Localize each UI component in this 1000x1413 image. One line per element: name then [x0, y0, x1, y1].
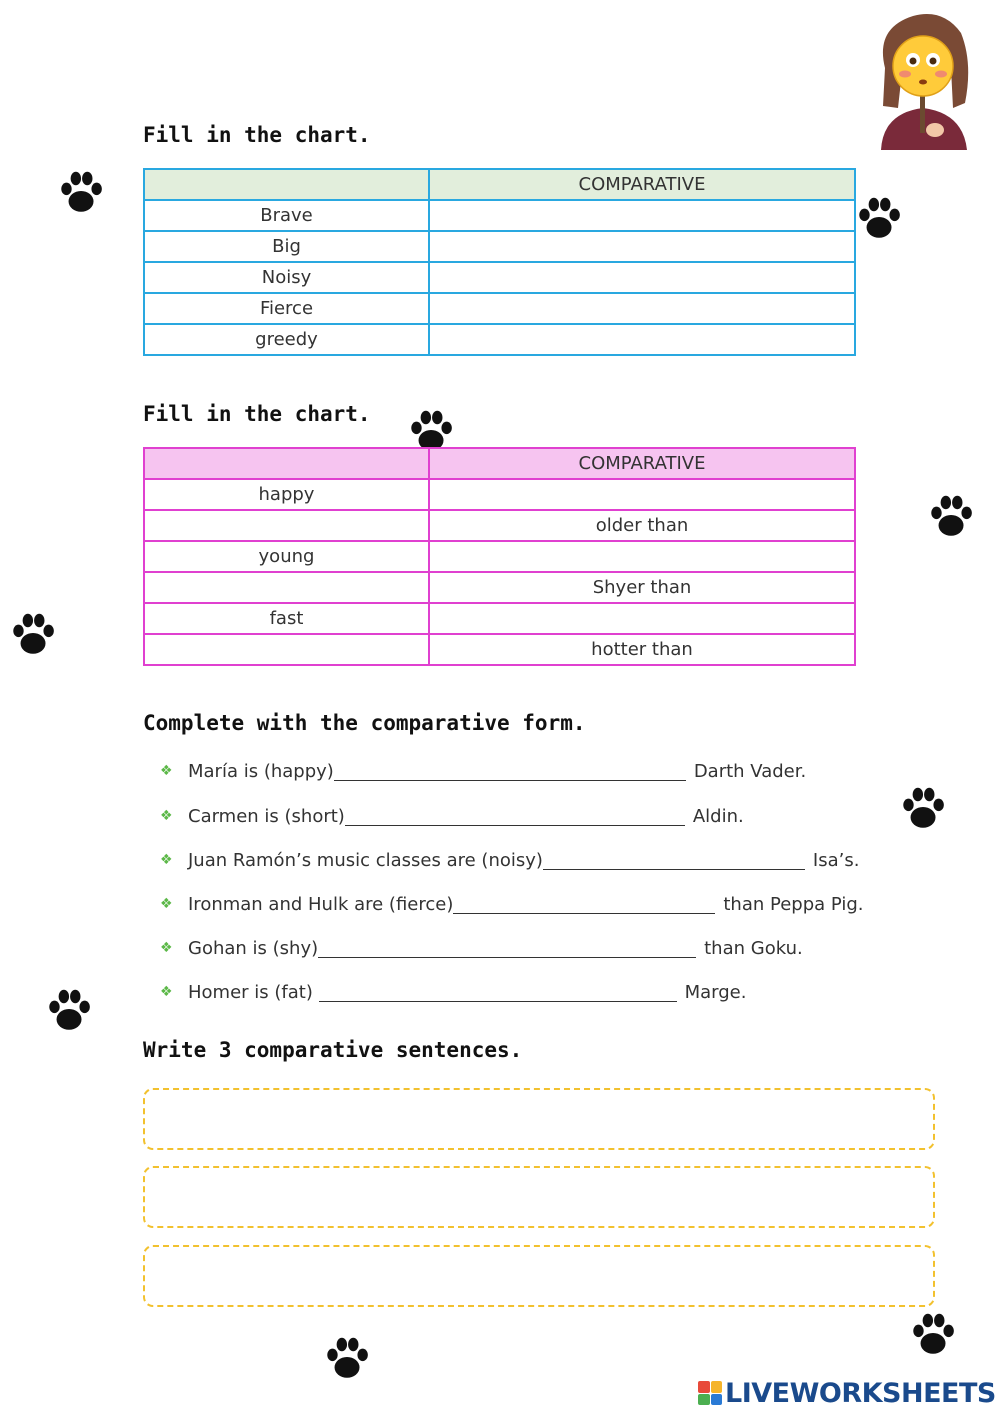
paw-print-icon — [924, 490, 976, 542]
chart2-row — [144, 510, 855, 541]
chart2-adjective-cell: happy — [144, 479, 429, 510]
chart1-answer-cell[interactable] — [429, 262, 855, 293]
diamond-bullet-icon: ❖ — [160, 763, 173, 779]
sentence-writing-box[interactable] — [143, 1245, 935, 1307]
chart2-row — [144, 541, 855, 572]
answer-blank[interactable] — [319, 981, 677, 1002]
chart2-answer-cell[interactable] — [144, 510, 429, 541]
sentence-before: Juan Ramón’s music classes are (noisy) — [188, 850, 543, 871]
paw-print-icon — [896, 782, 948, 834]
sentence-before: Carmen is (short) — [188, 806, 345, 827]
sentence-after: Isa’s. — [812, 850, 860, 871]
chart1-row — [144, 324, 855, 355]
chart1-adjective-cell: Fierce — [144, 293, 429, 324]
chart1-adjective-cell: greedy — [144, 324, 429, 355]
sentence-after: Aldin. — [692, 806, 744, 827]
paw-print-icon — [906, 1308, 958, 1360]
diamond-bullet-icon: ❖ — [160, 896, 173, 912]
chart1-heading: Fill in the chart. — [143, 123, 371, 147]
sentence-writing-box[interactable] — [143, 1166, 935, 1228]
chart1-row — [144, 231, 855, 262]
answer-blank[interactable] — [318, 937, 696, 958]
chart1-answer-cell[interactable] — [429, 200, 855, 231]
chart1-row — [144, 293, 855, 324]
chart1-header-row — [144, 169, 855, 200]
girl-avatar-icon — [873, 8, 973, 150]
diamond-bullet-icon: ❖ — [160, 852, 173, 868]
answer-blank[interactable] — [345, 805, 685, 826]
liveworksheets-logo — [698, 1376, 996, 1410]
sentence-before: Homer is (fat) — [188, 982, 319, 1003]
chart1-answer-cell[interactable] — [429, 293, 855, 324]
chart1-adjective-cell: Big — [144, 231, 429, 262]
sentence-item — [160, 934, 803, 962]
chart2-row — [144, 479, 855, 510]
diamond-bullet-icon: ❖ — [160, 808, 173, 824]
chart2-comparative-cell: Shyer than — [429, 572, 855, 603]
paw-print-icon — [42, 984, 94, 1036]
liveworksheets-logo-icon — [698, 1381, 722, 1405]
sentence-before: Ironman and Hulk are (fierce) — [188, 894, 454, 915]
sentence-after: Darth Vader. — [693, 761, 807, 782]
chart1-answer-cell[interactable] — [429, 324, 855, 355]
sentence-before: Gohan is (shy) — [188, 938, 319, 959]
sentence-item — [160, 757, 806, 785]
sentence-item — [160, 846, 859, 874]
sentence-item — [160, 802, 744, 830]
paw-print-icon — [6, 608, 58, 660]
sentence-writing-box[interactable] — [143, 1088, 935, 1150]
diamond-bullet-icon: ❖ — [160, 984, 173, 1000]
logo-text: LIVEWORKSHEETS — [725, 1377, 996, 1409]
chart2-adjective-cell: fast — [144, 603, 429, 634]
sentence-item — [160, 978, 746, 1006]
chart2-answer-cell[interactable] — [429, 541, 855, 572]
chart1-adjective-cell: Noisy — [144, 262, 429, 293]
chart2-answer-cell[interactable] — [429, 603, 855, 634]
chart1-header-adjective — [144, 169, 429, 200]
sentence-after: than Goku. — [704, 938, 803, 959]
write-heading: Write 3 comparative sentences. — [143, 1038, 523, 1062]
answer-blank[interactable] — [543, 849, 805, 870]
chart2-row — [144, 572, 855, 603]
chart2-answer-cell[interactable] — [144, 634, 429, 665]
diamond-bullet-icon: ❖ — [160, 940, 173, 956]
paw-print-icon — [54, 166, 106, 218]
complete-heading: Complete with the comparative form. — [143, 711, 586, 735]
chart1-answer-cell[interactable] — [429, 231, 855, 262]
chart1-header-comparative: COMPARATIVE — [429, 169, 855, 200]
chart2-adjective-cell: young — [144, 541, 429, 572]
sentence-before: María is (happy) — [188, 761, 334, 782]
chart2-comparative-cell: older than — [429, 510, 855, 541]
chart1-adjective-cell: Brave — [144, 200, 429, 231]
paw-print-icon — [320, 1332, 372, 1384]
answer-blank[interactable] — [453, 893, 715, 914]
sentence-after: Marge. — [684, 982, 747, 1003]
chart2-row — [144, 634, 855, 665]
comparative-chart-1 — [143, 168, 856, 356]
chart2-row — [144, 603, 855, 634]
paw-print-icon — [852, 192, 904, 244]
chart2-answer-cell[interactable] — [429, 479, 855, 510]
answer-blank[interactable] — [334, 760, 686, 781]
chart2-header-adjective — [144, 448, 429, 479]
chart2-comparative-cell: hotter than — [429, 634, 855, 665]
chart2-answer-cell[interactable] — [144, 572, 429, 603]
sentence-after: than Peppa Pig. — [723, 894, 864, 915]
chart1-row — [144, 200, 855, 231]
chart2-header-row — [144, 448, 855, 479]
chart2-header-comparative: COMPARATIVE — [429, 448, 855, 479]
sentence-item — [160, 890, 864, 918]
comparative-chart-2 — [143, 447, 856, 666]
chart2-heading: Fill in the chart. — [143, 402, 371, 426]
chart1-row — [144, 262, 855, 293]
